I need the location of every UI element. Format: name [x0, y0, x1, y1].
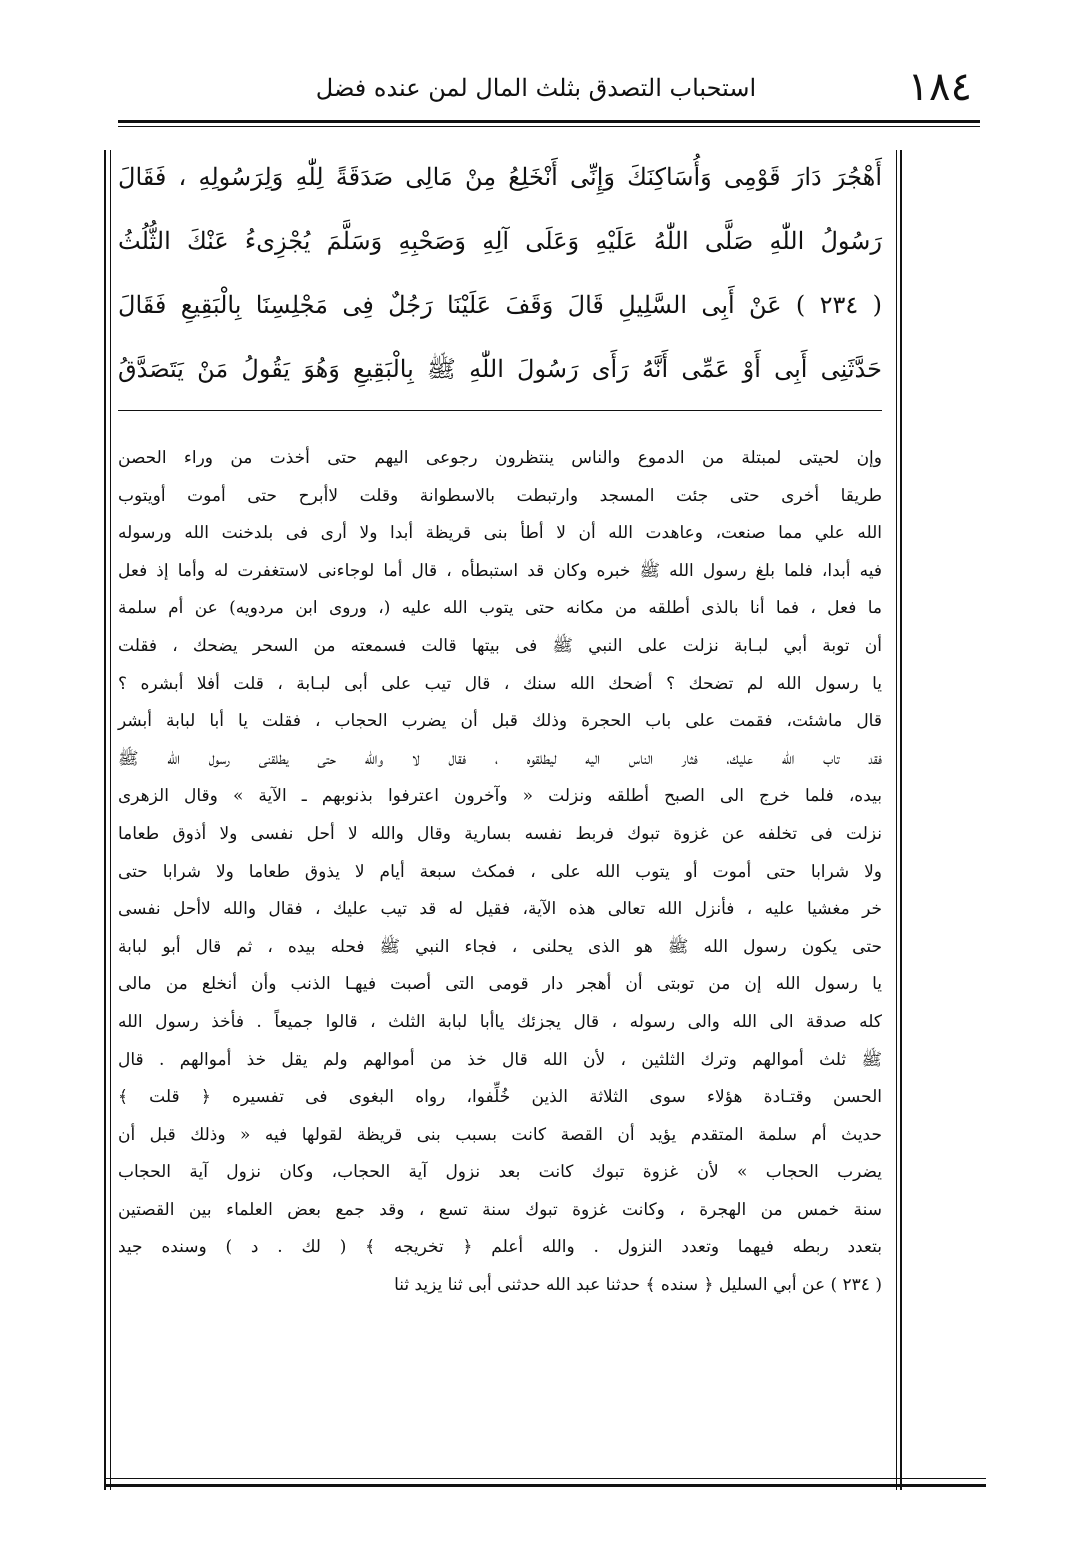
hadith-separator — [118, 410, 882, 411]
commentary-line: طريقا أخرى حتى جئت المسجد وارتبطت بالاسطوانة وقلت لاأبرح حتى أموت أويتوب — [118, 485, 882, 506]
hadith-text — [118, 145, 882, 401]
commentary-line: كله صدقة الى الله والى رسوله ، قال يجزئك ياأبا لبابة الثلث ، قالوا جميعاً . فأخذ رسول الله — [118, 1011, 882, 1032]
commentary-line: يا رسول الله لم تضحك ؟ أضحك الله سنك ، قال تيب على أبى لبـابة ، قلت أفلا أبشره ؟ — [118, 673, 882, 694]
commentary-line: يا رسول الله إن من توبتى أن أهجر دار قومى التى أصبت فيهـا الذنب وأن أنخلع من مالى — [118, 974, 882, 995]
commentary-line: ﷺ ثلث أموالهم وترك الثلثين ، لأن الله قال خذ من أموالهم ولم يقل خذ أموالهم . قال — [118, 1049, 882, 1070]
commentary-text — [118, 440, 882, 1305]
commentary-line: سنة خمس من الهجرة ، وكانت غزوة تبوك سنة تسع ، وقد جمع بعض العلماء بين القصتين — [118, 1199, 882, 1220]
commentary-line: ولا شرابا حتى أموت أو يتوب الله على ، فمكث سبعة أيام لا يذوق طعاما ولا شرابا حتى — [118, 861, 882, 882]
footer-rule-thick — [104, 1484, 986, 1487]
commentary-line: الله علي مما صنعت، وعاهدت الله أن لا أطأ بنى قريظة أبدا ولا أرى فى بلدخنت الله ورسوله — [118, 523, 882, 544]
commentary-line: فقد تاب الله عليك، فثار الناس اليه ليطلقوه ، فقال لا والله حتى يطلقنى رسول الله ﷺ — [118, 748, 882, 769]
page-number: ١٨٤ — [907, 64, 972, 110]
commentary-line: يضرب الحجاب » لأن غزوة تبوك كانت بعد نزول آية الحجاب، وكان نزول آية الحجاب — [118, 1162, 882, 1183]
hadith-line: رَسُولُ اللّٰهِ صَلَّى اللّٰهُ عَلَيْهِ وَعَلَى آلِهِ وَصَحْبِهِ وَسَلَّمَ يُجْزِىءُ عَنْكَ الثُّلُثُ — [118, 227, 882, 255]
commentary-line: بتعدد ربطه فيهما وتعدد النزول . والله أعلم ﴿ تخريجه ﴾ ( لك . د ) وسنده جيد — [118, 1237, 882, 1258]
commentary-line: ( ٢٣٤ ) عن أبي السليل ﴿ سنده ﴾ حدثنا عبد الله حدثنى أبى ثنا يزيد ثنا — [394, 1275, 882, 1296]
commentary-line: وإن لحيتى لمبتلة من الدموع والناس ينتظرون رجوعى اليهم حتى أخذت من وراء الحصن — [118, 448, 882, 468]
left-border-thick — [104, 150, 106, 1490]
commentary-line: خر مغشيا عليه ، فأنزل الله تعالى هذه الآية، فقيل له قد تيب عليك ، فقال والله لاأحل نفسى — [118, 899, 882, 920]
commentary-line: ما فعل ، فما أنا بالذى أطلقه من مكانه حتى يتوب الله عليه (، وروى ابن مردويه) عن أم سلمة — [118, 598, 882, 619]
commentary-line: حديث أم سلمة المتقدم يؤيد أن القصة كانت بسبب بنى قريظة لقولها فيه « وذلك قبل أن — [118, 1124, 882, 1145]
right-border-thick — [900, 150, 902, 1490]
left-border-thin — [110, 150, 111, 1490]
commentary-line: أن توبة أبي لبـابة نزلت على النبي ﷺ فى بيتها قالت فسمعته من السحر يضحك ، فقلت — [118, 635, 882, 656]
commentary-line: قال ماشئت، فقمت على باب الحجرة وذلك قبل أن يضرب الحجاب ، فقلت يا أبا لبابة أبشر — [118, 711, 882, 732]
footer-rule-thin — [104, 1478, 986, 1479]
commentary-line: فيه أبدا، فلما بلغ رسول الله ﷺ خبره وكان قد استبطأه ، قال أما لوجاءنى لاستغفرت له وأما إذ فعل — [118, 560, 882, 581]
commentary-line: نزلت فى تخلفه عن غزوة تبوك فربط نفسه بسارية وقال والله لا أحل نفسى ولا أذوق طعاما — [118, 823, 882, 844]
running-title: استحباب التصدق بثلث المال لمن عنده فضل — [315, 74, 757, 102]
hadith-line: أَهْجُرَ دَارَ قَوْمِى وَأُسَاكِنَكَ وَإِنِّى أَنْخَلِعُ مِنْ مَالِى صَدَقَةً لِلّٰهِ وَلِرَسُولِهِ ، فَقَالَ — [118, 163, 882, 191]
commentary-line: بيده، فلما خرج الى الصبح أطلقه ونزلت « وآخرون اعترفوا بذنوبهم ـ الآية » وقال الزهرى — [118, 786, 882, 807]
hadith-line: ( ٢٣٤ ) عَنْ أَبِى السَّلِيلِ قَالَ وَقَفَ عَلَيْنَا رَجُلٌ فِى مَجْلِسِنَا بِالْبَقِيعِ فَقَالَ — [118, 291, 882, 319]
commentary-line: الحسن وقتـادة هؤلاء سوى الثلاثة الذين خُلِّفوا، رواه البغوى فى تفسيره ﴿ قلت ﴾ — [118, 1087, 882, 1108]
header-rule-thin — [118, 126, 980, 127]
right-border-thin — [896, 150, 897, 1490]
page-header — [290, 64, 972, 110]
header-rule-thick — [118, 120, 980, 123]
hadith-line: حَدَّثَنِى أَبِى أَوْ عَمِّى أَنَّهُ رَأَى رَسُولَ اللّٰهِ ﷺ بِالْبَقِيعِ وَهُوَ يَقُولُ مَنْ يَتَصَدَّقُ — [118, 355, 882, 383]
commentary-line: حتى يكون رسول الله ﷺ هو الذى يحلنى ، فجاء النبي ﷺ فحله بيده ، ثم قال أبو لبابة — [118, 936, 882, 957]
